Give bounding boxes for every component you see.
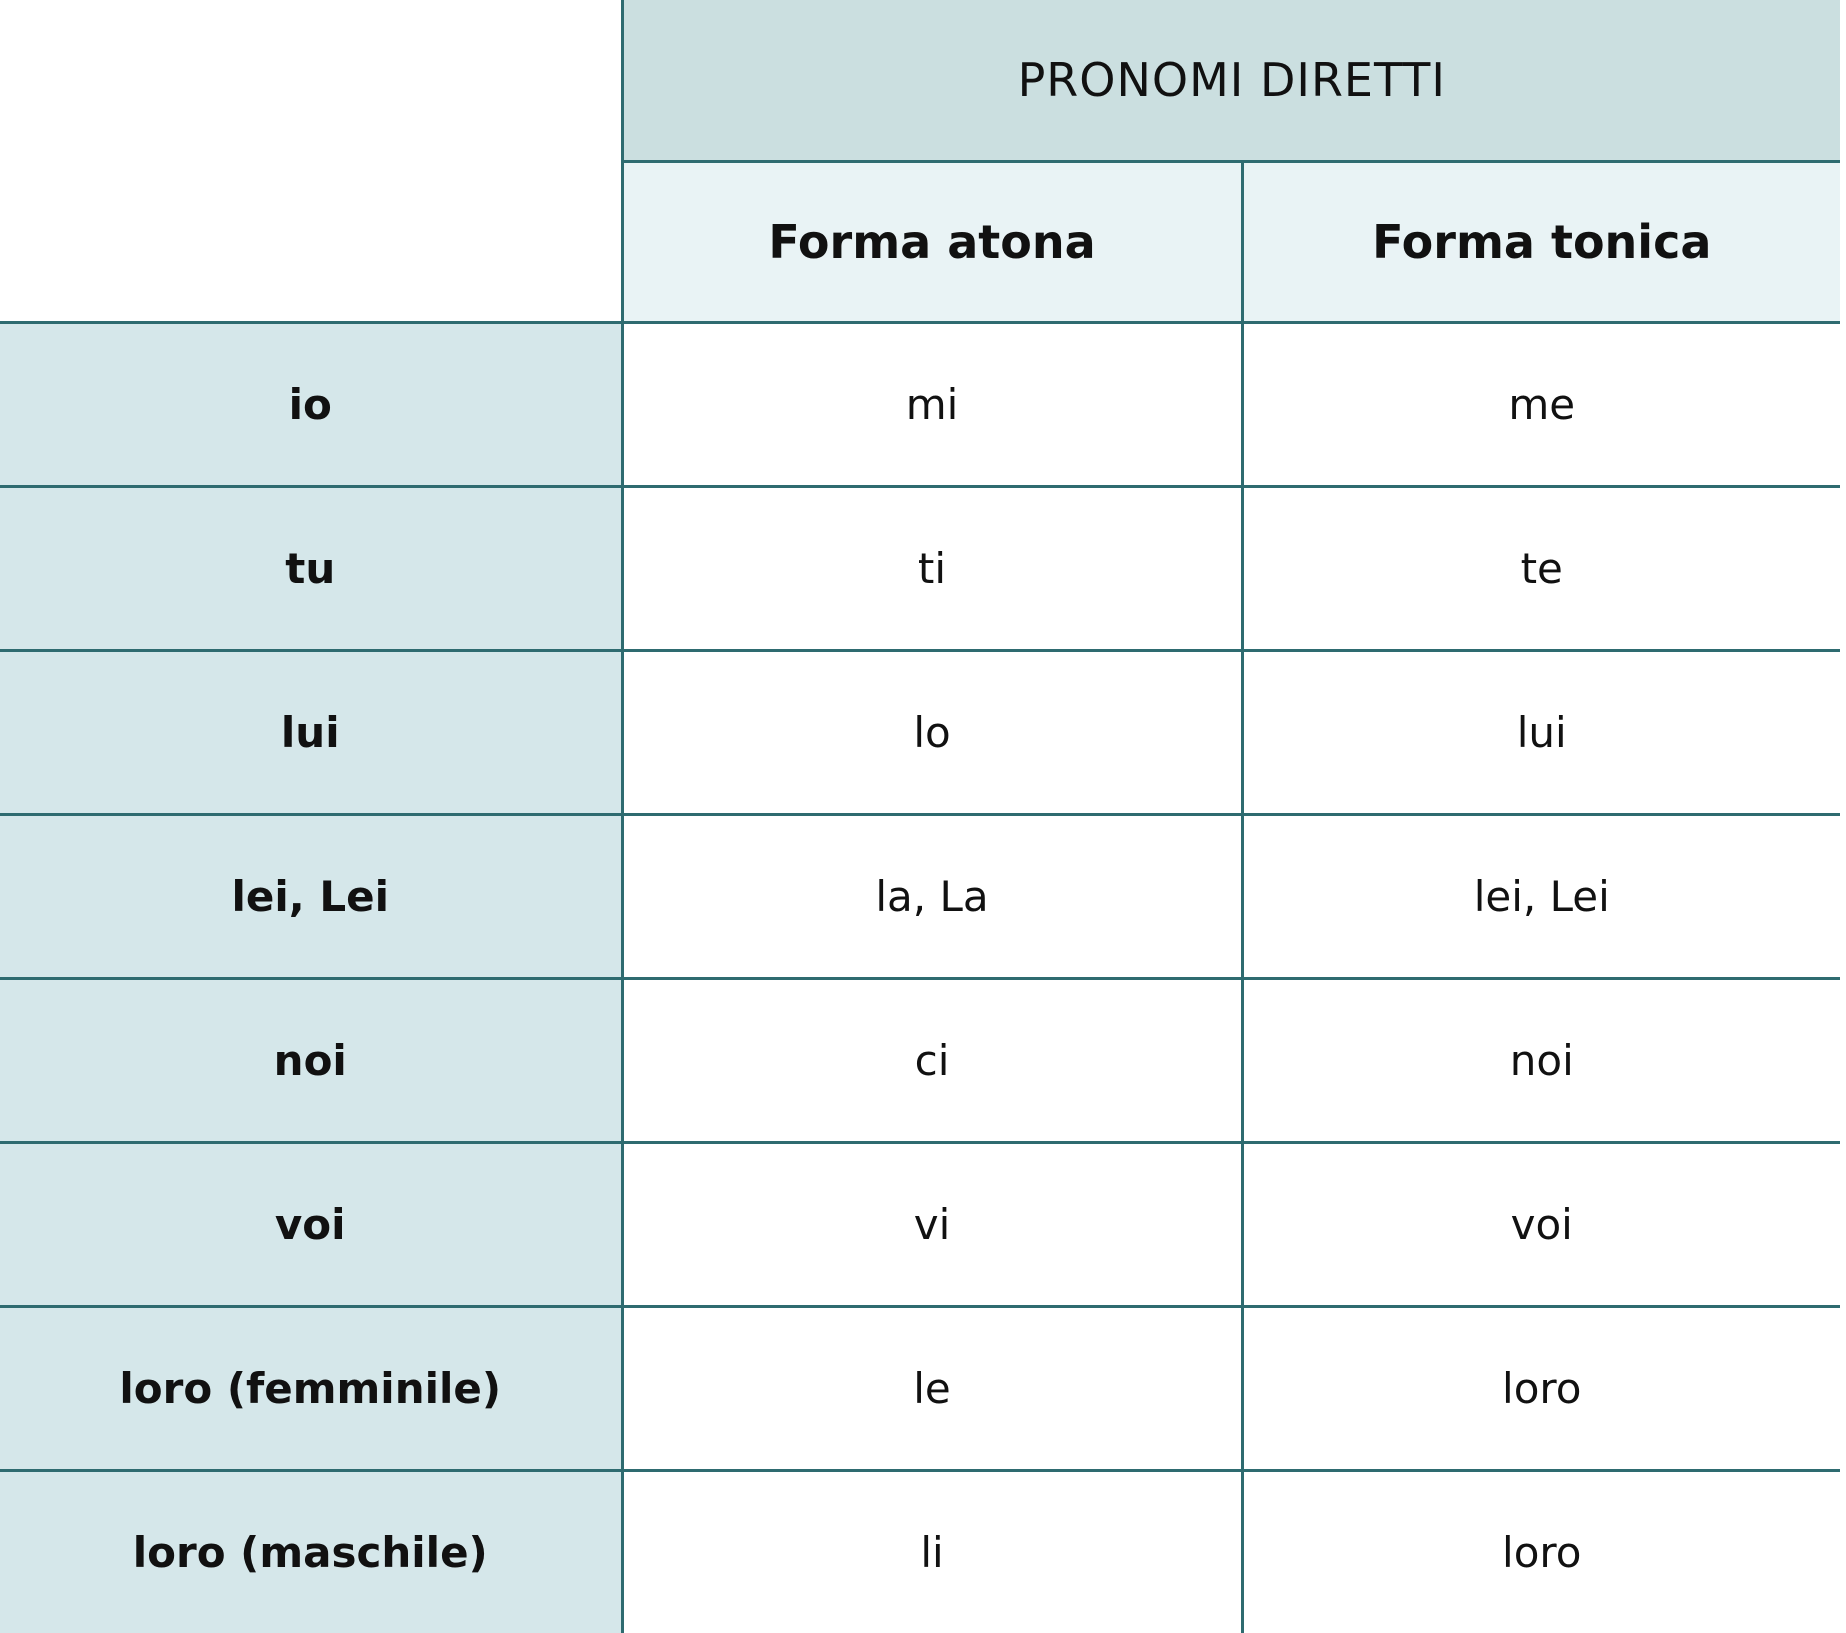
table-row bbox=[0, 815, 1840, 979]
row-label-loro-maschile: loro (maschile) bbox=[0, 1471, 622, 1633]
cell-lui-atona: lo bbox=[622, 651, 1242, 815]
cell-loro-femminile-tonica: loro bbox=[1242, 1307, 1840, 1471]
cell-loro-maschile-atona: li bbox=[622, 1471, 1242, 1633]
row-label-tu: tu bbox=[0, 487, 622, 651]
row-label-lei: lei, Lei bbox=[0, 815, 622, 979]
cell-io-atona: mi bbox=[622, 323, 1242, 487]
cell-noi-atona: ci bbox=[622, 979, 1242, 1143]
table-row bbox=[0, 323, 1840, 487]
cell-voi-tonica: voi bbox=[1242, 1143, 1840, 1307]
cell-noi-tonica: noi bbox=[1242, 979, 1840, 1143]
cell-loro-femminile-atona: le bbox=[622, 1307, 1242, 1471]
cell-lei-atona: la, La bbox=[622, 815, 1242, 979]
row-label-loro-femminile: loro (femminile) bbox=[0, 1307, 622, 1471]
corner-blank-cell bbox=[0, 0, 622, 323]
table-row bbox=[0, 487, 1840, 651]
table-row bbox=[0, 1307, 1840, 1471]
column-header-forma-atona: Forma atona bbox=[622, 162, 1242, 323]
table-row bbox=[0, 979, 1840, 1143]
cell-tu-atona: ti bbox=[622, 487, 1242, 651]
table-row bbox=[0, 1143, 1840, 1307]
cell-voi-atona: vi bbox=[622, 1143, 1242, 1307]
table-header-row-main bbox=[0, 0, 1840, 162]
table-row bbox=[0, 1471, 1840, 1633]
row-label-voi: voi bbox=[0, 1143, 622, 1307]
cell-lui-tonica: lui bbox=[1242, 651, 1840, 815]
column-header-forma-tonica: Forma tonica bbox=[1242, 162, 1840, 323]
row-label-lui: lui bbox=[0, 651, 622, 815]
table-row bbox=[0, 651, 1840, 815]
main-header-pronomi-diretti: PRONOMI DIRETTI bbox=[622, 0, 1840, 162]
cell-io-tonica: me bbox=[1242, 323, 1840, 487]
cell-tu-tonica: te bbox=[1242, 487, 1840, 651]
cell-loro-maschile-tonica: loro bbox=[1242, 1471, 1840, 1633]
cell-lei-tonica: lei, Lei bbox=[1242, 815, 1840, 979]
row-label-noi: noi bbox=[0, 979, 622, 1143]
row-label-io: io bbox=[0, 323, 622, 487]
